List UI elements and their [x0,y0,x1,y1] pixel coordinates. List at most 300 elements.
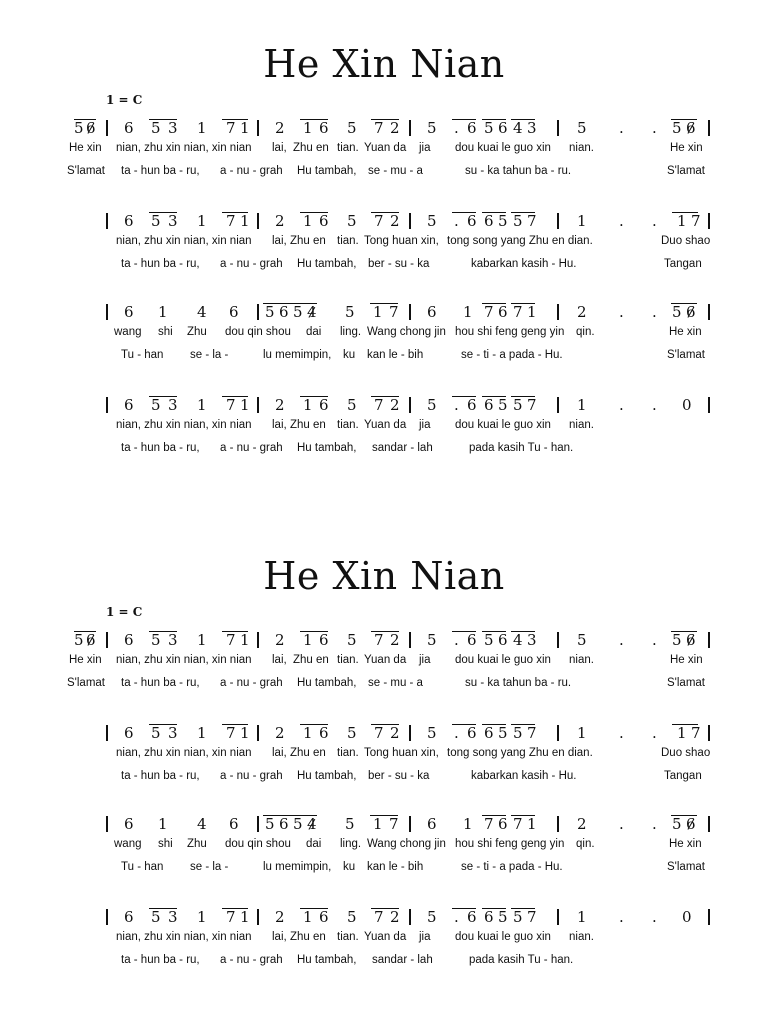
note-digit: 1 [577,724,587,742]
note-digit: 6 [124,815,134,833]
note-digit: 6 [686,812,696,836]
beam-line [482,396,506,398]
note-digit: 5 [347,119,357,137]
note [427,209,437,233]
lyric-word: se - ti - a pada - Hu. [461,349,563,361]
lyric-word: He xin [669,838,702,850]
note [652,628,657,652]
note-digit: 6 [498,815,508,833]
note [275,393,285,417]
beam-line [671,631,697,633]
lyric-word: dou kuai le guo xin [455,654,551,666]
beam-line [482,631,506,633]
note-digit: 5 [577,631,587,649]
note-digit: 6 [427,815,437,833]
note-digit: 1 [677,212,687,230]
note-digit: 1 [197,908,207,926]
lyric-word: Zhu en [290,419,326,431]
note [577,905,587,929]
note-digit: 5 [265,815,275,833]
lyric-word: Hu tambah, [297,770,357,782]
lyric-word: Zhu en [290,747,326,759]
lyric-word: sandar - lah [372,954,433,966]
lyric-word: S'lamat [67,677,105,689]
note-digit: 6 [279,815,289,833]
note [427,393,437,417]
lyric-word: nian. [569,931,594,943]
lyric-word: Duo shao [661,235,711,247]
lyric-word: nian. [569,654,594,666]
note-digit: . [652,724,657,742]
lyric-word: He xin [669,326,702,338]
note [124,812,134,836]
note-digit: . [652,303,657,321]
lyric-word: Zhu en [290,235,326,247]
lyric-word: Yuan da [364,419,407,431]
barline [106,725,108,741]
note [124,393,134,417]
note [197,628,207,652]
note [275,209,285,233]
note [347,209,357,233]
barline [106,397,108,413]
note-digit: 3 [527,119,537,137]
note [577,628,587,652]
note-digit: . [619,631,624,649]
note-digit: 1 [373,815,383,833]
lyric-word: Tong huan xin, [364,235,439,247]
note-digit: 6 [319,908,329,926]
note-digit: 5 [672,631,682,649]
note-digit: 5 [151,212,161,230]
note-digit: 6 [484,724,494,742]
note-digit: 6 [467,724,477,742]
beam-line [371,631,399,633]
lyric-word: a - nu - grah [220,770,283,782]
lyric-word: kan le - bih [367,861,424,873]
note-digit: 5 [74,631,84,649]
note [652,300,657,324]
lyric-word: dou qin shou [225,838,291,850]
beam-line [672,724,698,726]
note-digit: 6 [427,303,437,321]
note-digit: 1 [240,212,250,230]
note-digit: 6 [467,396,477,414]
lyric-word: nian, zhu xin nian, xin nian [116,419,252,431]
lyric-word: ku [343,861,356,873]
lyric-word: su - ka tahun ba - ru. [465,165,572,177]
note-digit: 7 [389,303,399,321]
note-digit: 6 [279,303,289,321]
note-digit: 3 [168,908,178,926]
note-digit: . [652,815,657,833]
note-digit: 5 [498,724,508,742]
note-digit: 7 [527,212,537,230]
barline [409,304,411,320]
note-digit: 5 [151,631,161,649]
note-digit: 0 [682,396,692,414]
barline [106,120,108,136]
beam-line [222,119,248,121]
note [619,300,624,324]
note-digit: 4 [307,812,317,836]
note [197,721,207,745]
lyric-word: dou kuai le guo xin [455,931,551,943]
lyric-word: Hu tambah, [297,258,357,270]
beam-line [511,303,535,305]
note-digit: 1 [240,631,250,649]
note-digit: 6 [319,119,329,137]
barline [257,816,259,832]
notation-line [0,628,768,652]
barline [708,213,710,229]
note-digit: 5 [74,119,84,137]
lyric-word: Hu tambah, [297,954,357,966]
beam-line [511,212,535,214]
lyric-word: lai, [272,931,287,943]
note-digit: 1 [303,212,313,230]
note [427,300,437,324]
note-digit: 1 [240,908,250,926]
note [427,905,437,929]
notation-line [0,905,768,929]
barline [557,816,559,832]
note-digit: 5 [577,119,587,137]
beam-line [222,724,248,726]
note-digit: 7 [527,724,537,742]
notation-line [0,300,768,324]
beam-line [511,396,535,398]
lyric-word: He xin [69,142,102,154]
lyric-word: jia [419,931,431,943]
note-digit: 4 [307,300,317,324]
beam-line [149,724,177,726]
lyric-word: S'lamat [667,677,705,689]
note [275,628,285,652]
note-digit: 4 [197,815,207,833]
lyric-word: ling. [340,838,362,850]
beam-line [263,815,317,817]
note-digit: 1 [197,396,207,414]
note-digit: 5 [345,303,355,321]
beam-line [452,724,476,726]
lyric-word: He xin [670,142,703,154]
note-digit: 1 [527,815,537,833]
note [577,393,587,417]
barline [409,120,411,136]
beam-line [371,908,399,910]
note-digit: 6 [124,631,134,649]
lyric-word: se - mu - a [368,677,423,689]
lyric-word: Duo shao [661,747,711,759]
lyric-word: su - ka tahun ba - ru. [465,677,572,689]
note-digit: . [652,631,657,649]
lyric-word: pada kasih Tu - han. [469,442,574,454]
lyric-word: Wang chong jin [367,838,446,850]
lyric-word: shi [158,838,173,850]
note-digit: 2 [390,908,400,926]
note-digit: 1 [303,396,313,414]
lyric-word: lai, [272,419,287,431]
note-digit: 7 [691,724,701,742]
barline [257,397,259,413]
note-digit: 5 [293,815,303,833]
note [577,300,587,324]
beam-line [74,119,96,121]
lyric-word: lai, [272,142,287,154]
note [347,905,357,929]
note-digit: 3 [168,631,178,649]
note-digit: 1 [303,631,313,649]
note [652,812,657,836]
notation-line [0,721,768,745]
lyric-word: sandar - lah [372,442,433,454]
note-digit: 5 [484,631,494,649]
note [619,905,624,929]
note-digit: 7 [374,724,384,742]
lyric-word: kabarkan kasih - Hu. [471,770,577,782]
key-signature: 1 = C [106,93,143,107]
barline [708,816,710,832]
lyric-word: nian, zhu xin nian, xin nian [116,654,252,666]
beam-line [482,908,506,910]
beam-line [300,396,328,398]
note-digit: 6 [86,116,96,140]
note-digit: 7 [226,396,236,414]
lyric-word: lai, [272,235,287,247]
lyric-word: ta - hun ba - ru, [121,258,200,270]
barline [557,397,559,413]
note [652,721,657,745]
note-digit: 0 [682,908,692,926]
barline [257,909,259,925]
note-digit: 3 [168,119,178,137]
note [124,628,134,652]
beam-line [300,631,328,633]
barline [708,909,710,925]
barline [106,632,108,648]
beam-line [222,631,248,633]
note [682,905,692,929]
lyric-word: a - nu - grah [220,258,283,270]
note-digit: 5 [484,119,494,137]
beam-line [300,119,328,121]
barline [106,816,108,832]
note-digit: 5 [513,908,523,926]
note [347,393,357,417]
lyric-word: hou shi feng geng yin [455,838,565,850]
note-digit: 7 [226,724,236,742]
note-digit: 7 [484,303,494,321]
note-digit: 6 [319,631,329,649]
lyric-word: ku [343,349,356,361]
lyric-word: lu memimpin, [263,861,332,873]
barline [708,725,710,741]
beam-line [222,908,248,910]
note-digit: 7 [374,212,384,230]
beam-line [149,396,177,398]
note-digit: 7 [226,119,236,137]
note-digit: 7 [691,212,701,230]
note [619,628,624,652]
note-digit: 5 [265,303,275,321]
lyric-word: He xin [69,654,102,666]
notation-line [0,393,768,417]
beam-line [370,303,398,305]
note-digit: 6 [498,303,508,321]
lyric-word: Tangan [664,770,702,782]
note-digit: 6 [124,724,134,742]
barline [106,909,108,925]
lyric-word: Yuan da [364,931,407,943]
note [158,812,168,836]
lyric-word: Yuan da [364,142,407,154]
note-digit: 6 [686,300,696,324]
note-digit: 1 [303,119,313,137]
barline [557,213,559,229]
note-digit: 5 [347,724,357,742]
lyric-word: tong song yang Zhu en dian. [447,747,593,759]
note-digit: 5 [347,396,357,414]
beam-line [511,119,535,121]
note-digit: . [652,908,657,926]
lyric-word: nian, zhu xin nian, xin nian [116,931,252,943]
note-digit: 2 [275,212,285,230]
barline [557,909,559,925]
note-digit: 6 [484,908,494,926]
note-digit: 3 [168,212,178,230]
lyric-word: nian. [569,142,594,154]
beam-line [149,908,177,910]
lyric-word: se - la - [190,861,229,873]
lyric-word: S'lamat [67,165,105,177]
beam-line [671,119,697,121]
beam-line [452,119,476,121]
beam-line [672,212,698,214]
barline [409,397,411,413]
lyric-word: Zhu en [290,931,326,943]
note-digit: 7 [389,815,399,833]
note-digit: 6 [498,119,508,137]
lyric-word: qin. [576,326,595,338]
note-digit: 5 [293,303,303,321]
note-digit: 5 [513,396,523,414]
barline [106,304,108,320]
note-digit: 1 [373,303,383,321]
lyric-word: Zhu en [293,142,329,154]
barline [557,304,559,320]
lyric-word: S'lamat [667,861,705,873]
note-digit: 5 [427,212,437,230]
note-digit: 1 [197,119,207,137]
lyric-word: nian, zhu xin nian, xin nian [116,747,252,759]
note-digit: . [619,212,624,230]
note [229,812,239,836]
note-digit: 2 [577,815,587,833]
note-digit: 7 [513,815,523,833]
note-digit: 4 [513,119,523,137]
lyric-word: S'lamat [667,349,705,361]
note-digit: 6 [229,303,239,321]
lyric-word: Tangan [664,258,702,270]
note-digit: 6 [319,396,329,414]
note-digit: . [619,119,624,137]
beam-line [370,815,398,817]
note [124,116,134,140]
note-digit: 5 [427,631,437,649]
lyric-word: Zhu [187,326,207,338]
beam-line [482,815,506,817]
lyric-word: shi [158,326,173,338]
lyric-word: dou kuai le guo xin [455,419,551,431]
note [197,393,207,417]
beam-line [222,212,248,214]
note-digit: . [652,119,657,137]
note [577,812,587,836]
note-digit: 7 [513,303,523,321]
note [158,300,168,324]
lyric-word: tian. [337,142,359,154]
note-digit: 3 [168,724,178,742]
lyric-word: tian. [337,654,359,666]
note-digit: 5 [672,119,682,137]
lyric-word: Hu tambah, [297,165,357,177]
lyric-word: Zhu [187,838,207,850]
beam-line [371,119,399,121]
note-digit: 1 [463,815,473,833]
beam-line [149,631,177,633]
note-digit: . [454,396,459,414]
note-digit: 2 [390,212,400,230]
note-digit: 2 [275,724,285,742]
barline [557,725,559,741]
barline [708,304,710,320]
note-digit: 5 [345,815,355,833]
note-digit: 6 [467,212,477,230]
note-digit: . [652,212,657,230]
beam-line [482,212,506,214]
lyric-word: lu memimpin, [263,349,332,361]
beam-line [371,212,399,214]
note [275,116,285,140]
note-digit: 7 [374,908,384,926]
note-digit: 5 [427,396,437,414]
note-digit: 1 [577,396,587,414]
note-digit: 6 [498,631,508,649]
note [652,393,657,417]
beam-line [452,631,476,633]
note-digit: 2 [577,303,587,321]
note-digit: 6 [319,212,329,230]
note [652,209,657,233]
note [427,628,437,652]
lyric-word: a - nu - grah [220,165,283,177]
beam-line [511,724,535,726]
lyric-word: jia [419,419,431,431]
lyric-word: nian. [569,419,594,431]
barline [409,213,411,229]
note-digit: 4 [197,303,207,321]
note [427,116,437,140]
note-digit: 1 [197,212,207,230]
note-digit: 6 [686,628,696,652]
note-digit: 1 [527,303,537,321]
note-digit: 6 [124,303,134,321]
note-digit: 6 [124,396,134,414]
note [197,300,207,324]
note-digit: 4 [513,631,523,649]
note [619,393,624,417]
